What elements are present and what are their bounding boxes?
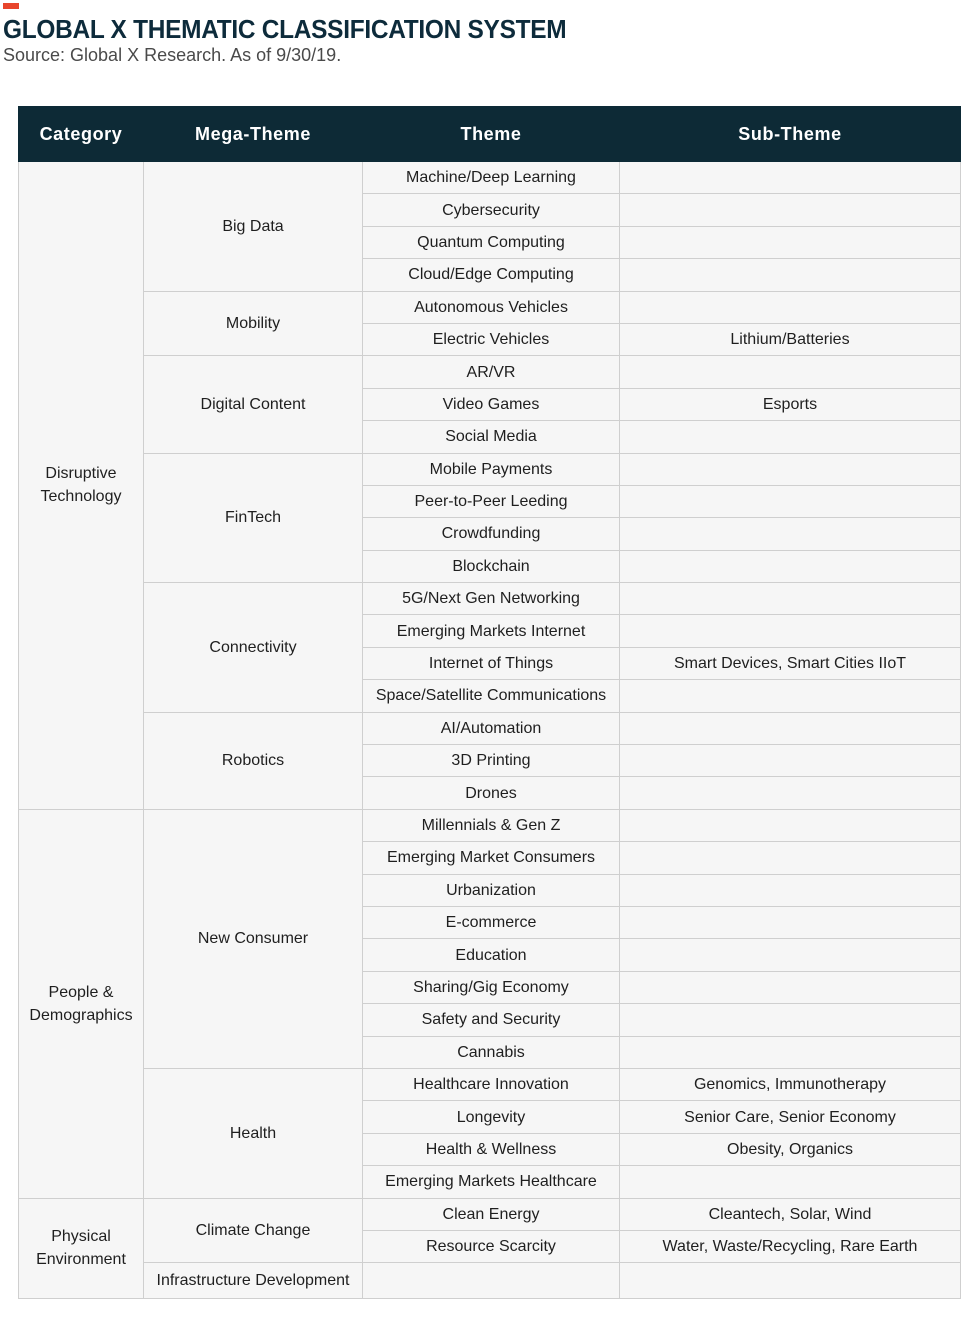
sub-theme-cell (620, 356, 961, 388)
theme-cell: Cloud/Edge Computing (363, 259, 620, 291)
theme-cell: Internet of Things (363, 647, 620, 679)
table-row (19, 1198, 961, 1230)
theme-cell: Education (363, 939, 620, 971)
theme-cell: Urbanization (363, 874, 620, 906)
mega-theme-cell: Infrastructure Development (144, 1263, 363, 1299)
theme-cell: Cannabis (363, 1036, 620, 1068)
sub-theme-cell (620, 712, 961, 744)
theme-cell: Autonomous Vehicles (363, 291, 620, 323)
table-row (19, 583, 961, 615)
theme-cell: 3D Printing (363, 745, 620, 777)
table-row (19, 1068, 961, 1100)
theme-cell: Video Games (363, 388, 620, 420)
sub-theme-cell (620, 842, 961, 874)
theme-cell: Health & Wellness (363, 1133, 620, 1165)
theme-cell: Healthcare Innovation (363, 1068, 620, 1100)
sub-theme-cell: Genomics, Immunotherapy (620, 1068, 961, 1100)
theme-cell: Clean Energy (363, 1198, 620, 1230)
mega-theme-cell: Mobility (144, 291, 363, 356)
table-row (19, 356, 961, 388)
table-row (19, 453, 961, 485)
theme-cell: Drones (363, 777, 620, 809)
sub-theme-cell (620, 259, 961, 291)
column-header-mega-theme: Mega-Theme (144, 107, 363, 162)
sub-theme-cell (620, 777, 961, 809)
mega-theme-cell: Health (144, 1068, 363, 1198)
theme-cell: Blockchain (363, 550, 620, 582)
sub-theme-cell (620, 583, 961, 615)
sub-theme-cell: Obesity, Organics (620, 1133, 961, 1165)
sub-theme-cell (620, 162, 961, 194)
sub-theme-cell (620, 615, 961, 647)
sub-theme-cell: Senior Care, Senior Economy (620, 1101, 961, 1133)
sub-theme-cell: Esports (620, 388, 961, 420)
theme-cell-empty (363, 1263, 620, 1299)
mega-theme-cell: FinTech (144, 453, 363, 583)
sub-theme-cell (620, 518, 961, 550)
theme-cell: Machine/Deep Learning (363, 162, 620, 194)
sub-theme-cell (620, 453, 961, 485)
column-header-category: Category (19, 107, 144, 162)
sub-theme-cell: Water, Waste/Recycling, Rare Earth (620, 1230, 961, 1262)
sub-theme-cell (620, 291, 961, 323)
theme-cell: Cybersecurity (363, 194, 620, 226)
sub-theme-cell (620, 1004, 961, 1036)
sub-theme-cell (620, 874, 961, 906)
theme-cell: AR/VR (363, 356, 620, 388)
mega-theme-cell: Robotics (144, 712, 363, 809)
category-label: Environment (36, 1251, 126, 1269)
theme-cell: E-commerce (363, 906, 620, 938)
theme-cell: Crowdfunding (363, 518, 620, 550)
theme-cell: Quantum Computing (363, 226, 620, 258)
accent-bar (3, 3, 19, 9)
sub-theme-cell: Cleantech, Solar, Wind (620, 1198, 961, 1230)
theme-cell: Millennials & Gen Z (363, 809, 620, 841)
category-label: People & (48, 983, 114, 1001)
mega-theme-cell: New Consumer (144, 809, 363, 1068)
theme-cell: Peer-to-Peer Leeding (363, 485, 620, 517)
source-note: Source: Global X Research. As of 9/30/19. (3, 45, 342, 65)
sub-theme-cell (620, 745, 961, 777)
sub-theme-cell (620, 680, 961, 712)
sub-theme-cell: Lithium/Batteries (620, 323, 961, 355)
theme-cell: Electric Vehicles (363, 323, 620, 355)
theme-cell: Sharing/Gig Economy (363, 971, 620, 1003)
theme-cell: Emerging Markets Internet (363, 615, 620, 647)
column-header-sub-theme: Sub-Theme (620, 107, 961, 162)
category-cell-people-demographics (19, 809, 144, 1198)
mega-theme-cell: Climate Change (144, 1198, 363, 1263)
category-label: Disruptive (45, 465, 117, 483)
theme-cell: Social Media (363, 421, 620, 453)
theme-cell: Resource Scarcity (363, 1230, 620, 1262)
page-title: GLOBAL X THEMATIC CLASSIFICATION SYSTEM (3, 14, 567, 44)
sub-theme-cell (620, 226, 961, 258)
category-cell-physical-environment (19, 1198, 144, 1299)
theme-cell: Longevity (363, 1101, 620, 1133)
sub-theme-cell (620, 906, 961, 938)
sub-theme-cell (620, 971, 961, 1003)
category-label: Technology (40, 488, 122, 506)
category-label: Demographics (29, 1006, 133, 1024)
theme-cell: 5G/Next Gen Networking (363, 583, 620, 615)
sub-theme-cell (620, 809, 961, 841)
sub-theme-cell (620, 194, 961, 226)
sub-theme-cell (620, 550, 961, 582)
theme-cell: Emerging Markets Healthcare (363, 1166, 620, 1198)
table-row (19, 809, 961, 841)
sub-theme-cell (620, 485, 961, 517)
mega-theme-cell: Digital Content (144, 356, 363, 453)
theme-cell: Emerging Market Consumers (363, 842, 620, 874)
theme-cell: Space/Satellite Communications (363, 680, 620, 712)
category-cell-disruptive-technology (19, 162, 144, 810)
mega-theme-cell: Connectivity (144, 583, 363, 713)
sub-theme-cell (620, 1036, 961, 1068)
sub-theme-cell-empty (620, 1263, 961, 1299)
sub-theme-cell (620, 421, 961, 453)
table-row (19, 712, 961, 744)
table-row (19, 1263, 961, 1299)
sub-theme-cell (620, 939, 961, 971)
theme-cell: Mobile Payments (363, 453, 620, 485)
category-label: Physical (51, 1228, 111, 1246)
table-header-row (19, 107, 961, 162)
sub-theme-cell (620, 1166, 961, 1198)
mega-theme-cell: Big Data (144, 162, 363, 292)
theme-cell: Safety and Security (363, 1004, 620, 1036)
table-row (19, 291, 961, 323)
classification-table (18, 106, 961, 1299)
table-row (19, 162, 961, 194)
column-header-theme: Theme (363, 107, 620, 162)
sub-theme-cell: Smart Devices, Smart Cities IIoT (620, 647, 961, 679)
theme-cell: AI/Automation (363, 712, 620, 744)
